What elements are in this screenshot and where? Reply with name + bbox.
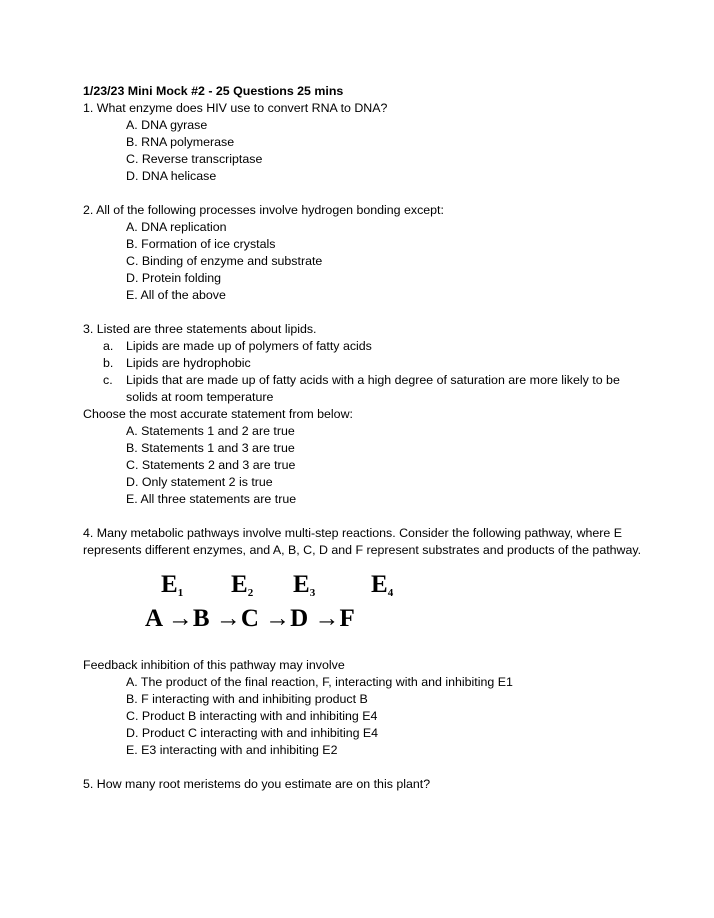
- answer-option: A. Statements 1 and 2 are true: [126, 424, 295, 438]
- answer-option: C. Product B interacting with and inhibiting E4: [126, 709, 378, 723]
- answer-option: A. The product of the final reaction, F, interacting with and inhibiting E1: [126, 675, 513, 689]
- enzyme-label: $E_3$: [293, 571, 316, 599]
- statement-item: [83, 355, 643, 372]
- answer-option: B. RNA polymerase: [126, 135, 235, 149]
- answer-option: A. DNA replication: [126, 220, 227, 234]
- answer-option: D. Only statement 2 is true: [126, 475, 273, 489]
- answer-option: B. Statements 1 and 3 are true: [126, 441, 295, 455]
- question-text: 1. What enzyme does HIV use to convert RNA to DNA?: [83, 101, 388, 115]
- enzyme-label: $E_1$: [161, 571, 184, 599]
- statement-item: [83, 338, 643, 355]
- question-3: [83, 321, 643, 508]
- question-prompt: Choose the most accurate statement from below:: [83, 407, 353, 421]
- pathway-diagram: [145, 571, 425, 640]
- statement-text: Lipids are hydrophobic: [126, 356, 251, 370]
- statement-text: Lipids that are made up of fatty acids with a high degree of saturation are more likely to be solids at room temperature: [126, 373, 620, 404]
- question-2: [83, 202, 643, 304]
- enzyme-label: $E_2$: [231, 571, 254, 599]
- question-prompt: Feedback inhibition of this pathway may involve: [83, 658, 345, 672]
- document-title: 1/23/23 Mini Mock #2 - 25 Questions 25 mins: [83, 84, 344, 98]
- answer-option: A. DNA gyrase: [126, 118, 208, 132]
- answer-option: B. Formation of ice crystals: [126, 237, 276, 251]
- statement-item: [83, 372, 643, 406]
- answer-option: E. All of the above: [126, 288, 226, 302]
- document-page: [83, 83, 643, 793]
- question-1: [83, 100, 643, 185]
- question-5: [83, 776, 643, 793]
- question-text: 3. Listed are three statements about lipids.: [83, 322, 317, 336]
- answer-option: D. DNA helicase: [126, 169, 217, 183]
- statement-marker: a.: [103, 339, 114, 353]
- answer-option: E. All three statements are true: [126, 492, 297, 506]
- answer-option: E. E3 interacting with and inhibiting E2: [126, 743, 338, 757]
- answer-option: D. Product C interacting with and inhibiting E4: [126, 726, 379, 740]
- answer-option: C. Statements 2 and 3 are true: [126, 458, 296, 472]
- question-4: [83, 525, 643, 759]
- question-text: 2. All of the following processes involve hydrogen bonding except:: [83, 203, 444, 217]
- answer-option: C. Binding of enzyme and substrate: [126, 254, 323, 268]
- answer-option: B. F interacting with and inhibiting product B: [126, 692, 368, 706]
- statement-marker: c.: [103, 373, 113, 387]
- enzyme-label: $E_4$: [371, 571, 394, 599]
- question-text: 4. Many metabolic pathways involve multi-step reactions. Consider the following pathway, where E represents different enzymes, and A, B, C, D and F represent substrates and products of the pathway.: [83, 526, 642, 557]
- statement-marker: b.: [103, 356, 114, 370]
- question-text: 5. How many root meristems do you estimate are on this plant?: [83, 777, 431, 791]
- statement-text: Lipids are made up of polymers of fatty acids: [126, 339, 372, 353]
- reaction-chain: A →B →C →D →F: [145, 605, 355, 632]
- answer-option: D. Protein folding: [126, 271, 222, 285]
- answer-option: C. Reverse transcriptase: [126, 152, 263, 166]
